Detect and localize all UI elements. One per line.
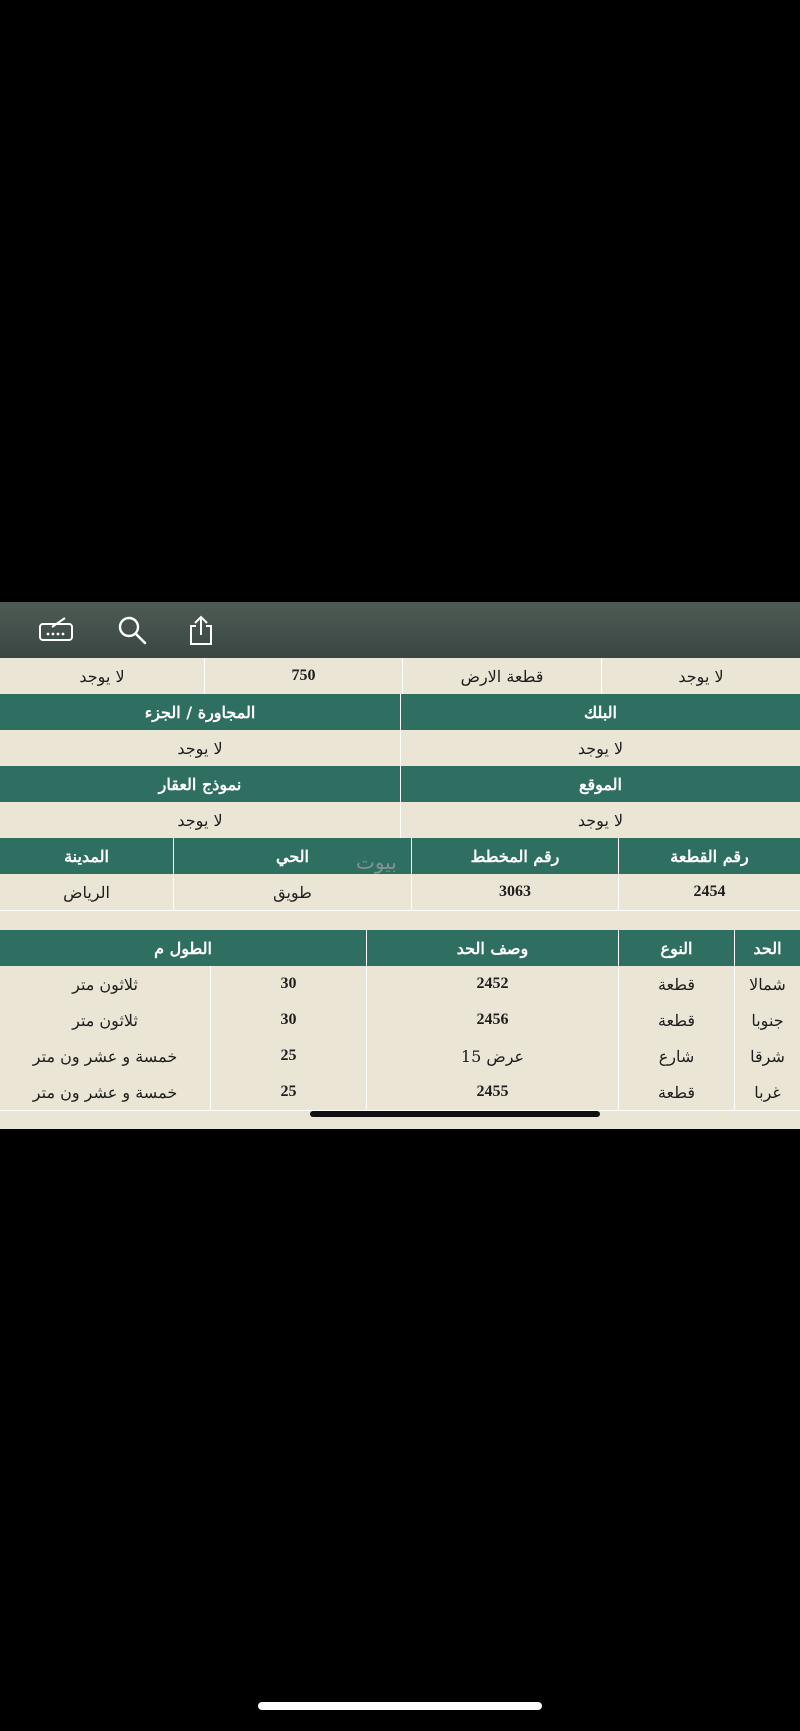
cell: لا يوجد [400,802,800,838]
table-row [0,802,800,839]
table-row [0,874,800,911]
cell: قطعة [618,1002,734,1038]
cell: طويق [173,874,411,910]
header-cell: رقم المخطط [411,838,618,874]
cell: شارع [618,1038,734,1074]
cell: 2454 [618,874,800,910]
document-viewer [0,602,800,1129]
cell: 30 [210,966,366,1002]
bounds-header [0,930,800,967]
cell: لا يوجد [79,666,125,686]
header-cell: المدينة [64,846,109,866]
header-cell: المجاورة / الجزء [144,702,256,722]
viewer-toolbar [0,602,800,658]
header-cell: البلك [400,694,800,730]
header-cell: الموقع [400,766,800,802]
cell: لا يوجد [601,658,800,694]
cell: قطعة [618,966,734,1002]
keyboard-icon[interactable] [38,614,70,646]
share-icon[interactable] [186,614,218,646]
cell: ثلاثون متر [72,974,138,994]
header-cell: الحد [734,930,800,966]
header-cell: الحي [173,838,411,874]
cell: شرقا [734,1038,800,1074]
search-icon[interactable] [116,614,148,646]
cell: خمسة و عشر ون متر [32,1082,178,1102]
cell: 2455 [366,1074,618,1110]
table-row [0,1074,800,1111]
cell: جنوبا [734,1002,800,1038]
cell: ثلاثون متر [72,1010,138,1030]
cell: خمسة و عشر ون متر [32,1046,178,1066]
cell: عرض 15 [366,1038,618,1074]
section-header [0,838,800,875]
table-row [0,1038,800,1075]
table-row [0,966,800,1003]
cell: 30 [210,1002,366,1038]
cell: قطعة [618,1074,734,1110]
home-indicator[interactable] [258,1702,542,1710]
header-cell: الطول م [154,938,212,958]
cell: الرياض [63,882,110,902]
cell: قطعة الارض [402,658,601,694]
cell: لا يوجد [177,810,223,830]
table-row [0,658,800,695]
header-cell: نموذج العقار [158,774,242,794]
header-cell: رقم القطعة [618,838,800,874]
cell: 25 [210,1074,366,1110]
table-row [0,1002,800,1039]
table-row [0,730,800,767]
cell: 2456 [366,1002,618,1038]
cell: لا يوجد [177,738,223,758]
cell: 25 [210,1038,366,1074]
scroll-indicator[interactable] [310,1111,600,1117]
section-header [0,766,800,803]
cell: شمالا [734,966,800,1002]
watermark: بيوت [356,850,397,874]
cell: 750 [204,658,402,694]
cell: لا يوجد [400,730,800,766]
cell: غربا [734,1074,800,1110]
section-header [0,694,800,731]
cell: 3063 [411,874,618,910]
header-cell: وصف الحد [366,930,618,966]
header-cell: النوع [618,930,734,966]
cell: 2452 [366,966,618,1002]
